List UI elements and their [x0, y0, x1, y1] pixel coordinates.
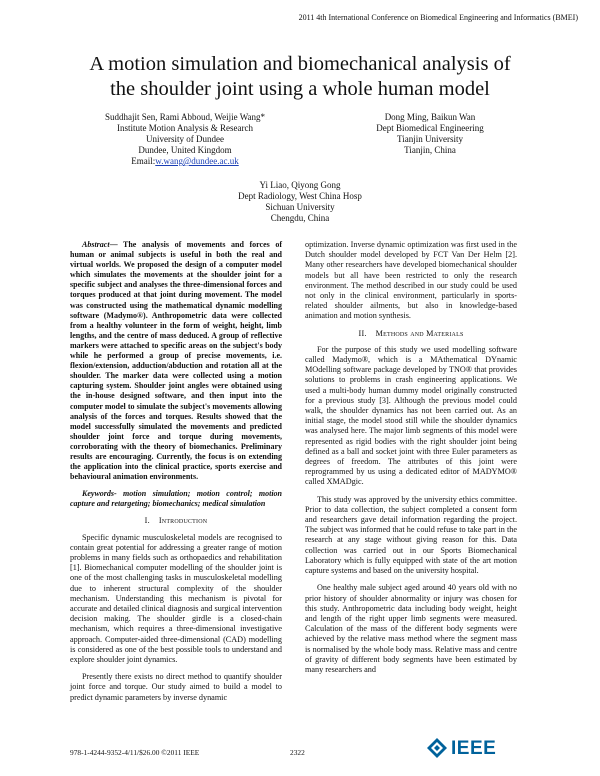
email-line: Email:w.wang@dundee.ac.uk: [131, 156, 239, 166]
ieee-diamond-icon: [427, 738, 447, 758]
right-column: [305, 240, 517, 682]
affiliation-line: Chengdu, China: [270, 213, 330, 223]
footer-isbn: 978-1-4244-9352-4/11/$26.00 ©2011 IEEE: [70, 748, 200, 757]
email-link[interactable]: w.wang@dundee.ac.uk: [155, 156, 239, 166]
methods-paragraph: One healthy male subject aged around 40 years old with no prior history of shoulder abnormality or injury was chosen for this study. Anthropometric data including body weight, height and length of the right upper limb segments were measured. Calculation of the mass of the different body segments were achieved by the relative mass method where the segment mass is normalised by the whole body mass. Relative mass and centre of gravity of different body segments have been estimated by many researchers and: [305, 583, 517, 674]
author-block-3: [190, 180, 410, 224]
abstract-label: Abstract: [82, 240, 110, 249]
author-names: Yi Liao, Qiyong Gong: [259, 180, 341, 190]
paragraph-continued: optimization. Inverse dynamic optimization was first used in the Dutch shoulder model developed by FCT Van Der Helm [2]. Many other researchers have developed biomechanical shoulder models but all have been restricted to only the research environment. The method described in our study could be used not only in the clinical environment, particularly in sports-related shoulder ailments, but also in knowledge-based animation and motion synthesis.: [305, 240, 517, 321]
section-heading-introduction: I. Introduction: [144, 516, 208, 526]
author-block-1: [60, 112, 310, 167]
intro-paragraph: Presently there exists no direct method to quantify shoulder joint force and torque. Our study aimed to build a model to predict dynamic parameters by inverse dynamic: [70, 672, 282, 702]
methods-paragraph: For the purpose of this study we used modelling software called Madymo®, which is a MAthematical DYnamic MOdelling software package developed by TNO® that provides solutions to problems in crash engineering applications. We used a multi-body human dummy model originally constructed for a previous study [3]. Although the previous model could walk, the shoulder dynamics has not been carried out. As an initial stage, the model stood still while the shoulder dynamics was analysed here. The major limb segments of this model were represented as rigid bodies with the right shoulder joint being defined as a ball and socket joint with three Euler parameters as degrees of freedom. The attributes of this joint were reprogrammed by us using a dedicated editor of MADYMO® called XMADgic.: [305, 344, 517, 487]
ieee-logo: [427, 737, 507, 759]
paper-title: [0, 52, 600, 102]
ieee-logo-text: IEEE: [451, 738, 497, 759]
conference-header: 2011 4th International Conference on Biomedical Engineering and Informatics (BMEI): [298, 13, 578, 22]
affiliation-line: Tianjin University: [397, 134, 463, 144]
intro-paragraph: Specific dynamic musculoskeletal models are recognised to contain great potential for addressing a greater range of motion problems in many fields such as orthopaedics and rehabilitation [1]. Biomechanical computer modelling of the shoulder joint is one of the most challenging tasks in musculoskeletal modelling due to inherent structural complexity of the shoulder mechanism. Understanding this mechanism is pivotal for accurate and detailed clinical diagnosis and surgical intervention decision making. The shoulder girdle is a closed-chain mechanism, which requires a three-dimensional investigative approach. Computer-aided three-dimensional (CAD) modelling is considered as one of the best possible tools to understand and explore shoulder joint dynamics.: [70, 532, 282, 665]
section-heading-methods: II. Methods and Materials: [358, 328, 464, 338]
title-line-2: the shoulder joint using a whole human model: [110, 78, 490, 100]
affiliation-line: University of Dundee: [146, 134, 224, 144]
abstract: [70, 240, 282, 482]
title-line-1: A motion simulation and biomechanical analysis of: [89, 53, 511, 75]
affiliation-line: Institute Motion Analysis & Research: [117, 123, 253, 133]
affiliation-line: Dept Biomedical Engineering: [376, 123, 484, 133]
affiliation-line: Sichuan University: [265, 202, 335, 212]
author-block-2: [325, 112, 535, 156]
abstract-text: — The analysis of movements and forces of human or animal subjects is useful in both the real and virtual worlds. We proposed the design of a computer model which simulates the movements at the shoulder joint for a specific subject and analyses the three-dimensional forces and torques produced at that joint during movement. The model was constructed using the mathematical dynamic modelling software (Madymo®). Anthropometric data were collected from a healthy volunteer in the form of weight, height, limb lengths, and the centre of mass deduced. A group of reflective markers were attached to specific areas on the subject's body while he performed a group of precise movements, i.e. flexion/extension, adduction/abduction and rotation all at the shoulder. The marker data were collected using a motion capturing system. Shoulder joint angles were obtained using the in-house designed software, and then input into the computer model to simulate the subject's movements allowing analysis of the forces and torques. Results showed that the model successfully simulated the movements and predicted shoulder joint force and torque during movements, corroborating with the theory of biomechanics. Preliminary results are encouraging. Currently, the focus is on extending the application into the clinical practice, sports exercise and behavioural animation environments.: [70, 240, 282, 482]
affiliation-line: Tianjin, China: [404, 145, 456, 155]
author-names: Suddhajit Sen, Rami Abboud, Weijie Wang*: [105, 112, 265, 122]
methods-paragraph: This study was approved by the university ethics committee. Prior to data collection, the subject completed a consent form and researchers gave detail information regarding the project. The subject was informed that he could refuse to take part in the research at any stage without giving reason for this. Data collection was carried out in our Sports Biomechanical Laboratory which is fully equipped with state of the art motion capture systems and based on the university hospital.: [305, 494, 517, 576]
affiliation-line: Dept Radiology, West China Hosp: [238, 191, 362, 201]
author-names: Dong Ming, Baikun Wan: [384, 112, 476, 122]
keywords: Keywords- motion simulation; motion control; motion capture and retargeting; biomechanics; medical simulation: [70, 489, 282, 509]
affiliation-line: Dundee, United Kingdom: [138, 145, 232, 155]
left-column: [70, 240, 282, 710]
page-number: 2322: [290, 748, 305, 757]
